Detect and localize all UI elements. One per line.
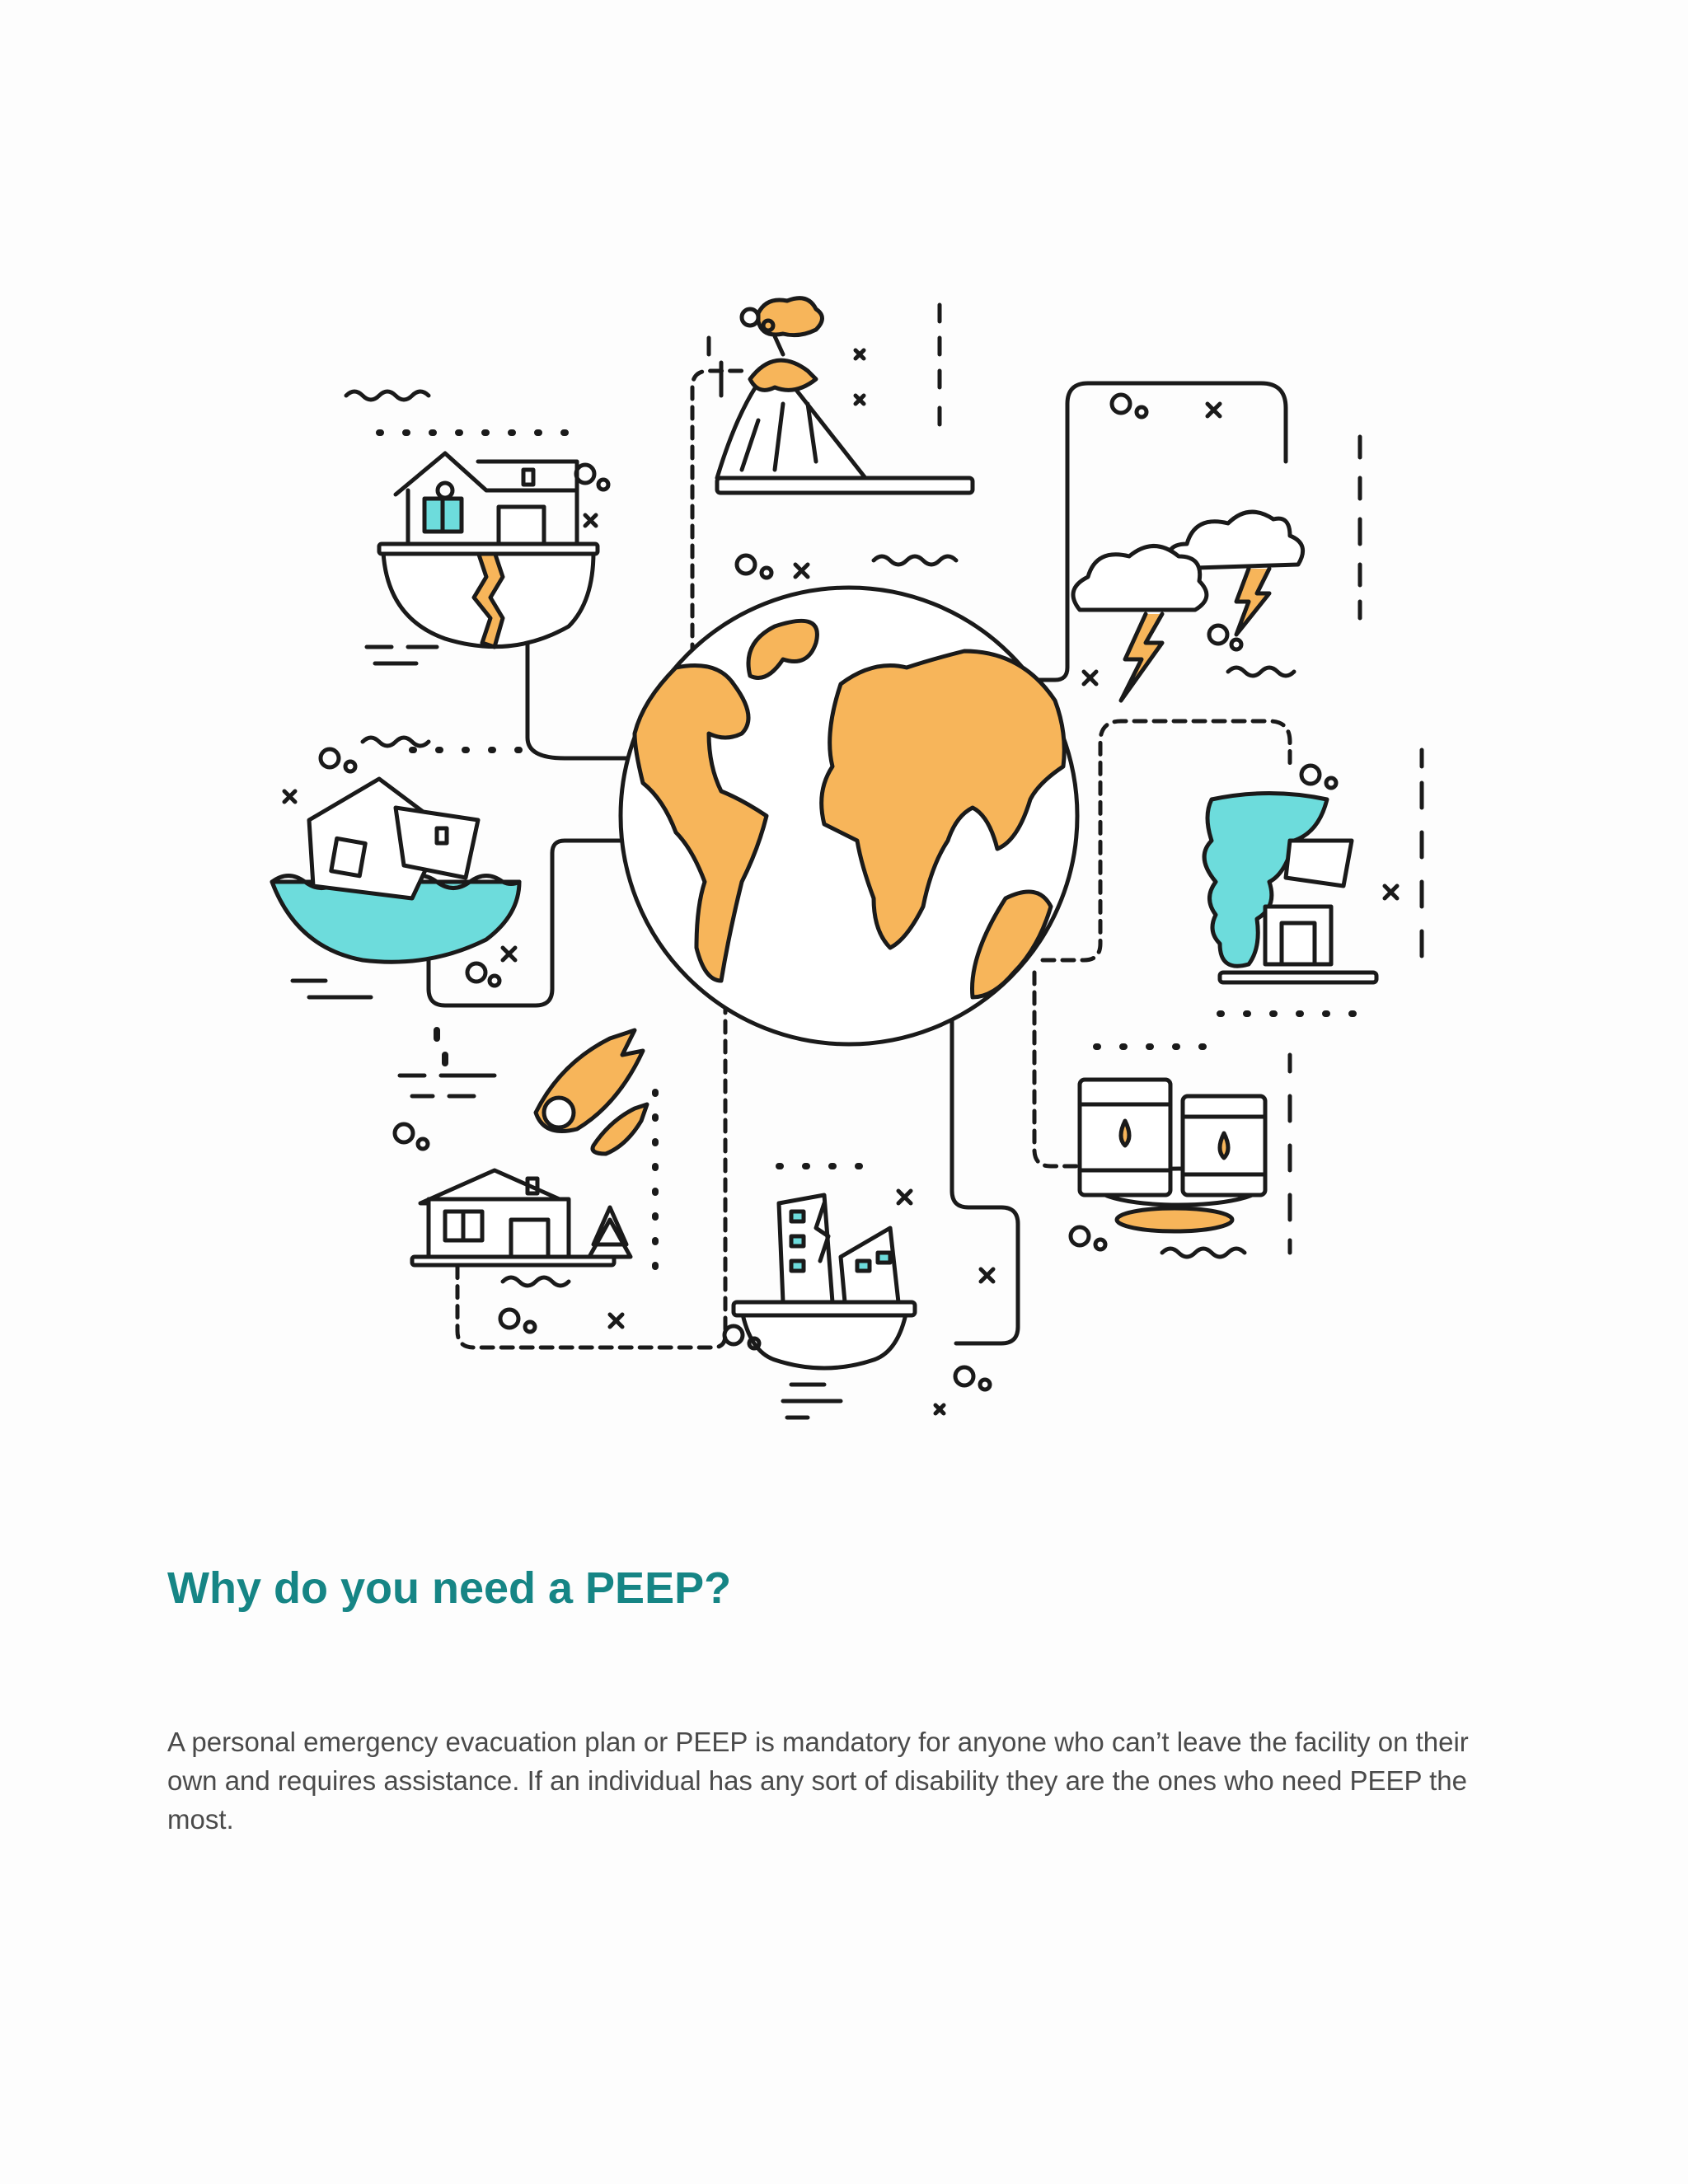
meteor-impact-icon: [395, 1030, 655, 1332]
globe-icon: [621, 588, 1077, 1044]
tornado-icon: [1204, 750, 1422, 1014]
natural-disasters-illustration: [247, 272, 1451, 1442]
oil-spill-icon: [1071, 1047, 1290, 1257]
building-collapse-icon: [724, 1166, 993, 1418]
thunderstorm-icon: [1073, 395, 1360, 701]
section-paragraph: A personal emergency evacuation plan or PEEP is mandatory for anyone who can’t leave the facility on their own and requires assistance. If an individual has any sort of disability they are the ones who need PEEP the most.: [167, 1727, 1469, 1835]
earthquake-house-icon: [346, 391, 608, 663]
volcano-icon: [709, 298, 973, 578]
flood-icon: [272, 738, 519, 1063]
section-heading: Why do you need a PEEP?: [167, 1563, 732, 1613]
